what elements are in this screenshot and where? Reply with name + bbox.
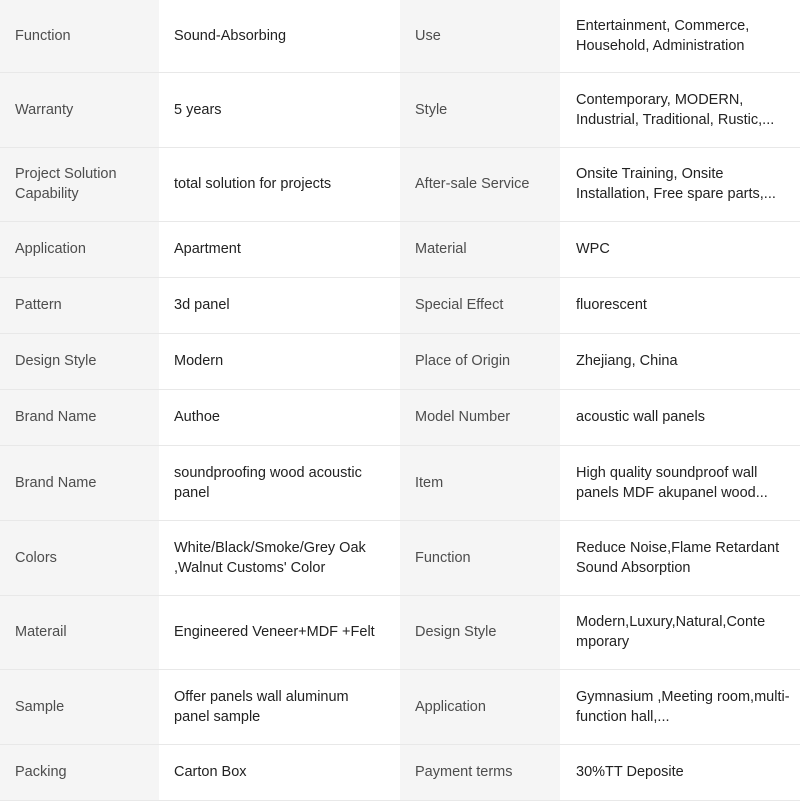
spec-row: [0, 389, 800, 445]
spec-label: Project Solution Capability: [0, 147, 159, 221]
spec-label: Function: [400, 520, 560, 595]
spec-label: Material: [400, 221, 560, 277]
spec-value: Reduce Noise,Flame Retardant Sound Absorption: [560, 520, 800, 595]
spec-row: [0, 277, 800, 333]
spec-row: [0, 0, 800, 72]
spec-value: WPC: [560, 221, 800, 277]
spec-label: Brand Name: [0, 445, 159, 520]
spec-row: [0, 72, 800, 147]
spec-value: Gymnasium ,Meeting room,multi-function hall,...: [560, 669, 800, 744]
spec-label: Warranty: [0, 72, 159, 147]
spec-label: Design Style: [0, 333, 159, 389]
spec-value: acoustic wall panels: [560, 389, 800, 445]
spec-label: Packing: [0, 744, 159, 800]
spec-label: Pattern: [0, 277, 159, 333]
spec-label: Item: [400, 445, 560, 520]
spec-label: Model Number: [400, 389, 560, 445]
spec-row: [0, 744, 800, 800]
spec-row: [0, 221, 800, 277]
spec-label: Materail: [0, 595, 159, 669]
spec-value: Modern,Luxury,Natural,Conte mporary: [560, 595, 800, 669]
spec-label: Brand Name: [0, 389, 159, 445]
spec-value: Entertainment, Commerce, Household, Administration: [560, 0, 800, 72]
spec-value: 5 years: [159, 72, 400, 147]
spec-value: Offer panels wall aluminum panel sample: [159, 669, 400, 744]
spec-label: Design Style: [400, 595, 560, 669]
spec-value: Engineered Veneer+MDF +Felt: [159, 595, 400, 669]
spec-label: Place of Origin: [400, 333, 560, 389]
spec-row: [0, 147, 800, 221]
spec-value: Sound-Absorbing: [159, 0, 400, 72]
spec-label: Application: [0, 221, 159, 277]
spec-label: Application: [400, 669, 560, 744]
spec-value: Onsite Training, Onsite Installation, Free spare parts,...: [560, 147, 800, 221]
spec-value: High quality soundproof wall panels MDF akupanel wood...: [560, 445, 800, 520]
spec-label: Function: [0, 0, 159, 72]
spec-row: [0, 333, 800, 389]
spec-value: Zhejiang, China: [560, 333, 800, 389]
spec-value: Carton Box: [159, 744, 400, 800]
spec-value: Contemporary, MODERN, Industrial, Traditional, Rustic,...: [560, 72, 800, 147]
spec-value: 30%TT Deposite: [560, 744, 800, 800]
spec-row: [0, 595, 800, 669]
spec-label: Style: [400, 72, 560, 147]
spec-value: Authoe: [159, 389, 400, 445]
spec-label: Sample: [0, 669, 159, 744]
spec-value: Modern: [159, 333, 400, 389]
spec-value: 3d panel: [159, 277, 400, 333]
spec-row: [0, 445, 800, 520]
spec-label: Use: [400, 0, 560, 72]
spec-value: total solution for projects: [159, 147, 400, 221]
spec-row: [0, 520, 800, 595]
spec-value: fluorescent: [560, 277, 800, 333]
spec-value: Apartment: [159, 221, 400, 277]
spec-label: Special Effect: [400, 277, 560, 333]
spec-value: soundproofing wood acoustic panel: [159, 445, 400, 520]
spec-label: Colors: [0, 520, 159, 595]
spec-label: After-sale Service: [400, 147, 560, 221]
spec-label: Payment terms: [400, 744, 560, 800]
spec-row: [0, 669, 800, 744]
spec-value: White/Black/Smoke/Grey Oak ,Walnut Customs' Color: [159, 520, 400, 595]
